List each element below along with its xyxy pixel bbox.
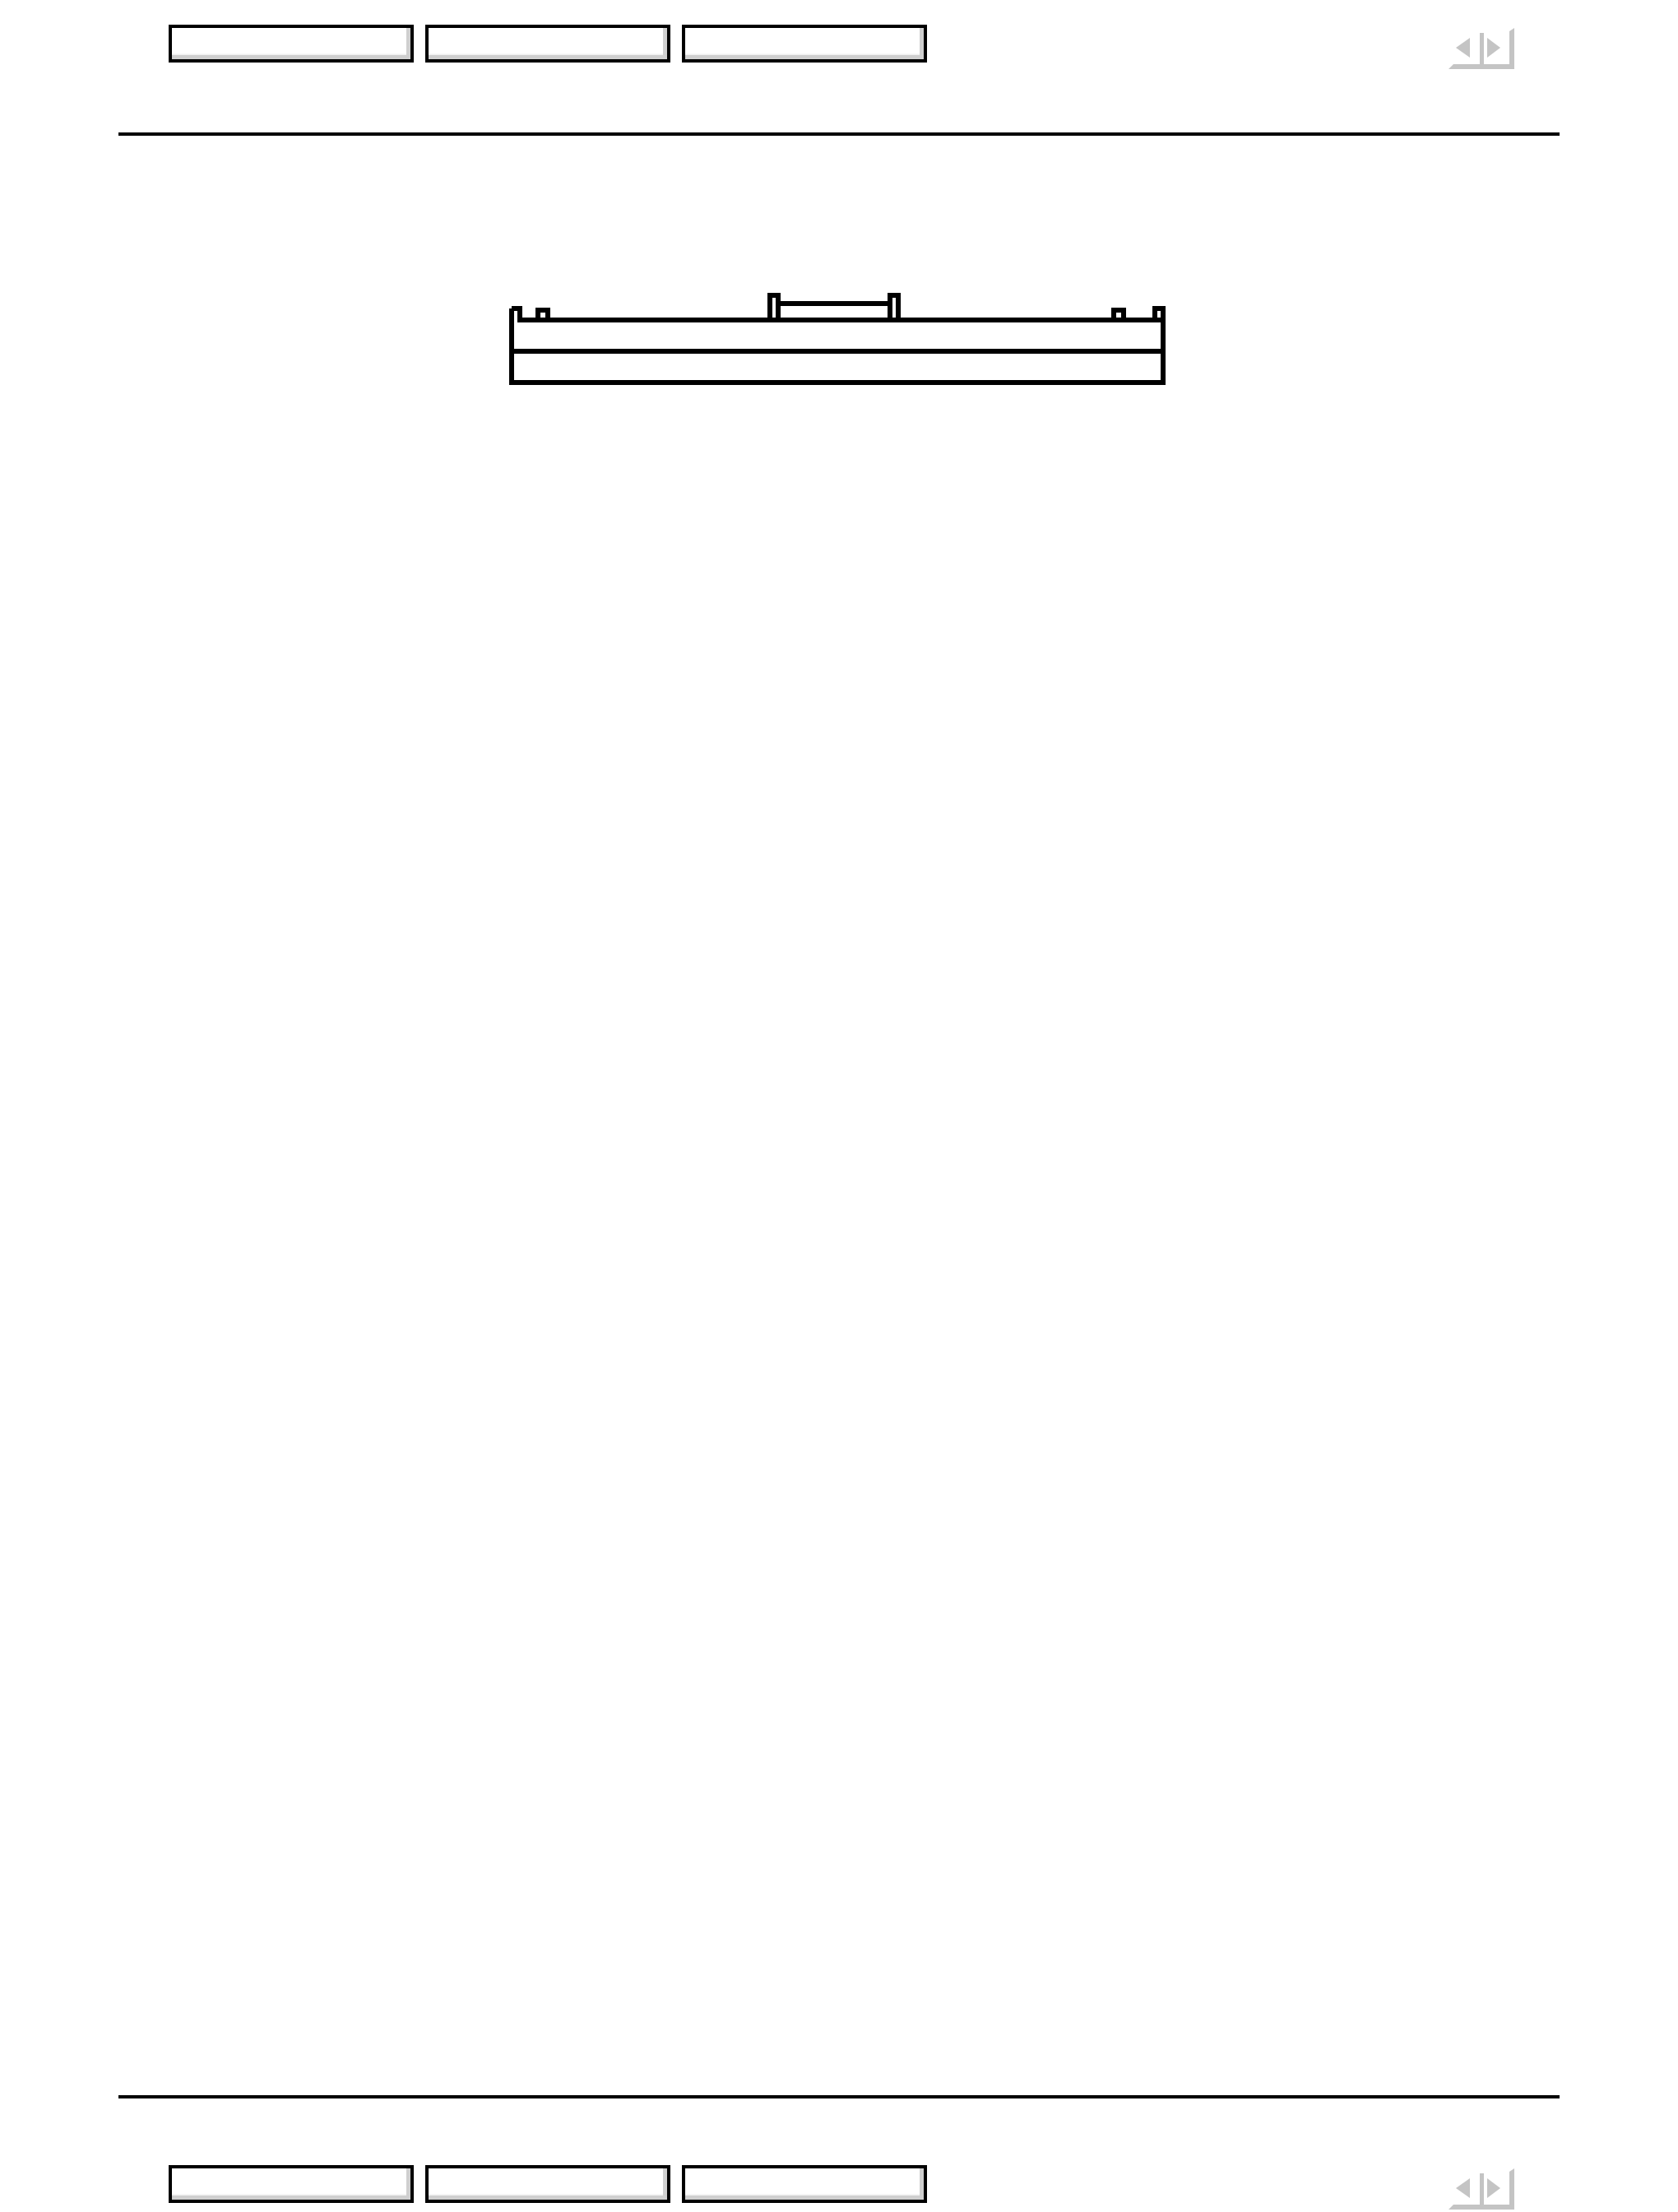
pin-numbering-button[interactable] — [682, 25, 927, 63]
prev-page-icon[interactable] — [1456, 2178, 1470, 2198]
page-nav-arrows — [1445, 25, 1519, 71]
menu-button-bottom[interactable] — [169, 2165, 414, 2203]
next-page-icon[interactable] — [1480, 2173, 1500, 2210]
next-page-icon[interactable] — [1480, 33, 1500, 69]
circuit-index-button-bottom[interactable] — [425, 2165, 670, 2203]
bottom-nav-bar — [169, 2165, 962, 2208]
connector-face-diagram — [508, 292, 1166, 387]
top-nav-bar — [169, 25, 962, 67]
prev-page-icon[interactable] — [1456, 38, 1470, 58]
page-nav-arrows-bottom — [1445, 2165, 1519, 2211]
title-divider — [118, 132, 1560, 136]
pin-numbering-button-bottom[interactable] — [682, 2165, 927, 2203]
footer-divider — [118, 2095, 1560, 2098]
menu-button[interactable] — [169, 25, 414, 63]
circuit-index-button[interactable] — [425, 25, 670, 63]
